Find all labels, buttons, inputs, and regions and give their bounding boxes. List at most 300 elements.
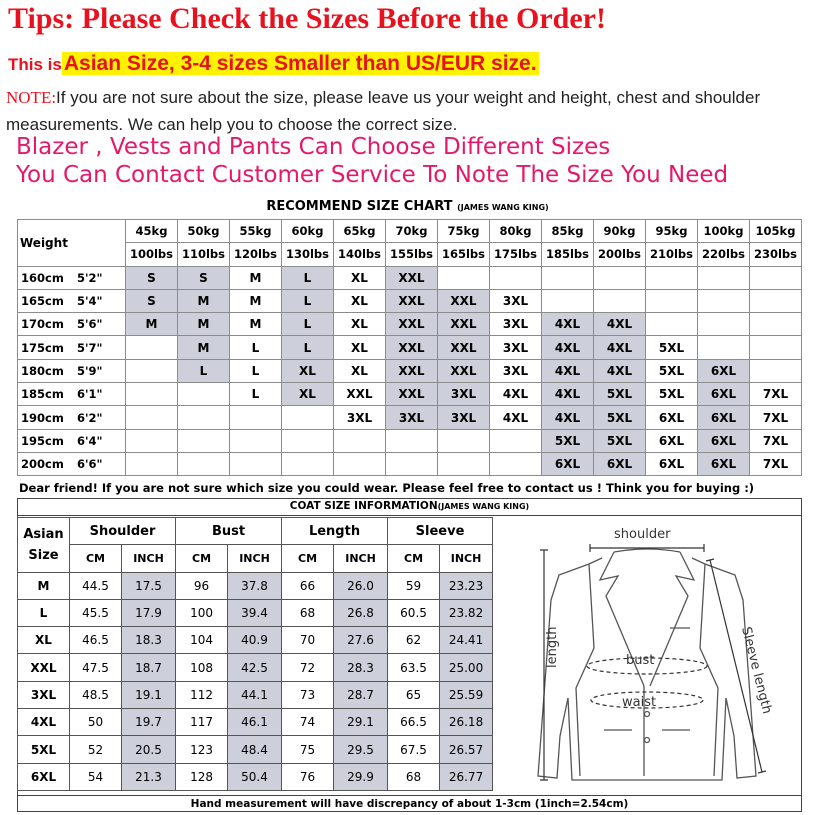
size-cell <box>698 266 750 289</box>
coat-brand: (JAMES WANG KING) <box>437 502 530 511</box>
size-cell: M <box>230 289 282 312</box>
cm-value: 70 <box>282 627 334 654</box>
coat-size-label: XL <box>18 627 70 654</box>
cm-value: 68 <box>282 599 334 626</box>
inch-value: 19.1 <box>122 681 176 708</box>
size-cell: 6XL <box>594 452 646 475</box>
height-cm: 195cm <box>21 433 64 448</box>
inch-value: 37.8 <box>228 572 282 599</box>
table-row <box>18 359 802 382</box>
cm-value: 62 <box>388 627 440 654</box>
right-side-seam <box>700 564 718 776</box>
size-cell: 5XL <box>646 359 698 382</box>
size-cell: XL <box>334 313 386 336</box>
cm-value: 65 <box>388 681 440 708</box>
inch-value: 42.5 <box>228 654 282 681</box>
pink-line-2: You Can Contact Customer Service To Note The Size You Need <box>16 162 729 188</box>
inch-value: 18.3 <box>122 627 176 654</box>
size-cell: 7XL <box>750 452 802 475</box>
size-cell: XXL <box>386 289 438 312</box>
weight-lbs-header: 100lbs <box>126 243 178 266</box>
size-cell: 3XL <box>490 289 542 312</box>
coat-size-label: L <box>18 599 70 626</box>
coat-size-label: 3XL <box>18 681 70 708</box>
size-cell: 6XL <box>698 452 750 475</box>
size-cell: 4XL <box>542 336 594 359</box>
body-outline <box>568 698 726 780</box>
height-label <box>18 266 126 289</box>
size-cell <box>542 266 594 289</box>
size-cell: 5XL <box>542 429 594 452</box>
coat-title-text: COAT SIZE INFORMATION <box>289 500 438 512</box>
size-cell: 4XL <box>542 383 594 406</box>
weight-lbs-header: 130lbs <box>282 243 334 266</box>
note-text: If you are not sure about the size, please leave us your weight and height, chest and shoulder measurements. We can help you to choose the correct size. <box>6 88 761 134</box>
height-ft: 5'4" <box>77 294 103 309</box>
cm-value: 108 <box>176 654 228 681</box>
height-cm: 165cm <box>21 294 64 309</box>
size-cell: XXL <box>386 266 438 289</box>
height-cm: 170cm <box>21 317 64 332</box>
size-cell: XL <box>334 289 386 312</box>
size-cell <box>334 429 386 452</box>
size-cell: M <box>178 289 230 312</box>
waist-label: waist <box>622 695 657 710</box>
height-label <box>18 336 126 359</box>
button-1 <box>645 712 650 717</box>
height-label <box>18 452 126 475</box>
size-cell: 3XL <box>490 313 542 336</box>
size-cell: S <box>178 266 230 289</box>
asian-prefix: This is <box>8 55 62 74</box>
length-label: length <box>545 626 560 668</box>
cm-value: 48.5 <box>70 681 122 708</box>
cm-value: 67.5 <box>388 736 440 763</box>
size-cell: 3XL <box>386 406 438 429</box>
inch-value: 40.9 <box>228 627 282 654</box>
size-cell <box>750 266 802 289</box>
height-ft: 5'6" <box>77 317 103 332</box>
inch-value: 26.77 <box>440 763 493 790</box>
size-cell: M <box>178 336 230 359</box>
size-cell: M <box>178 313 230 336</box>
weight-kg-header: 80kg <box>490 220 542 243</box>
weight-corner-cell: Weight <box>18 220 126 267</box>
size-cell <box>126 452 178 475</box>
size-cell: XXL <box>438 289 490 312</box>
bust-label: bust <box>626 653 655 668</box>
size-cell <box>594 266 646 289</box>
weight-lbs-header: 230lbs <box>750 243 802 266</box>
height-ft: 6'4" <box>77 433 103 448</box>
size-cell: L <box>282 266 334 289</box>
cm-value: 104 <box>176 627 228 654</box>
weight-lbs-header: 185lbs <box>542 243 594 266</box>
inch-value: 23.82 <box>440 599 493 626</box>
height-label <box>18 313 126 336</box>
inch-value: 25.59 <box>440 681 493 708</box>
size-cell <box>178 452 230 475</box>
dear-friend-note: Dear friend! If you are not sure which size you could wear. Please feel free to contact us ! Think you for buying :) <box>19 481 755 495</box>
inch-value: 28.7 <box>334 681 388 708</box>
inch-subheader: INCH <box>228 545 282 572</box>
weight-kg-header: 70kg <box>386 220 438 243</box>
table-row <box>18 452 802 475</box>
coat-info-title <box>17 498 802 516</box>
cm-value: 74 <box>282 709 334 736</box>
size-cell <box>126 336 178 359</box>
size-cell <box>386 429 438 452</box>
cm-value: 96 <box>176 572 228 599</box>
table-row <box>18 709 493 736</box>
asian-size-header <box>18 518 70 573</box>
size-cell <box>698 289 750 312</box>
height-cm: 200cm <box>21 457 64 472</box>
shoulder-label: shoulder <box>614 527 671 542</box>
pink-line-1: Blazer , Vests and Pants Can Choose Different Sizes <box>16 134 611 160</box>
table-row <box>18 599 493 626</box>
table-row <box>18 406 802 429</box>
inch-value: 21.3 <box>122 763 176 790</box>
size-cell: 6XL <box>646 452 698 475</box>
weight-kg-header: 105kg <box>750 220 802 243</box>
size-cell <box>646 289 698 312</box>
height-cm: 185cm <box>21 387 64 402</box>
table-row <box>18 289 802 312</box>
size-cell: XXL <box>438 359 490 382</box>
size-cell <box>282 452 334 475</box>
hand-measurement-note: Hand measurement will have discrepancy of about 1-3cm (1inch=2.54cm) <box>17 795 802 812</box>
size-cell: 6XL <box>646 406 698 429</box>
inch-value: 29.5 <box>334 736 388 763</box>
size-cell <box>126 429 178 452</box>
coat-size-label: 4XL <box>18 709 70 736</box>
inch-value: 19.7 <box>122 709 176 736</box>
recommend-size-table <box>17 219 802 476</box>
size-cell: 4XL <box>594 313 646 336</box>
cm-value: 75 <box>282 736 334 763</box>
size-cell <box>490 452 542 475</box>
inch-value: 26.57 <box>440 736 493 763</box>
table-row <box>18 763 493 790</box>
cm-value: 52 <box>70 736 122 763</box>
cm-value: 73 <box>282 681 334 708</box>
size-cell: 6XL <box>698 383 750 406</box>
size-cell <box>698 313 750 336</box>
weight-kg-header: 75kg <box>438 220 490 243</box>
cm-subheader: CM <box>388 545 440 572</box>
inch-value: 24.41 <box>440 627 493 654</box>
weight-lbs-header: 110lbs <box>178 243 230 266</box>
inch-value: 23.23 <box>440 572 493 599</box>
cm-value: 45.5 <box>70 599 122 626</box>
inch-value: 20.5 <box>122 736 176 763</box>
table-row <box>18 429 802 452</box>
size-cell: L <box>282 336 334 359</box>
size-cell <box>542 289 594 312</box>
table-row <box>18 627 493 654</box>
weight-lbs-header: 210lbs <box>646 243 698 266</box>
cm-value: 54 <box>70 763 122 790</box>
coat-size-label: M <box>18 572 70 599</box>
weight-kg-header: 45kg <box>126 220 178 243</box>
table-row <box>18 266 802 289</box>
size-cell: 7XL <box>750 383 802 406</box>
cm-subheader: CM <box>282 545 334 572</box>
height-ft: 6'2" <box>77 410 103 425</box>
inch-value: 39.4 <box>228 599 282 626</box>
size-cell: 5XL <box>594 429 646 452</box>
size-cell <box>750 336 802 359</box>
size-cell: XXL <box>386 336 438 359</box>
size-cell <box>282 429 334 452</box>
size-cell: 4XL <box>594 359 646 382</box>
size-cell: 5XL <box>646 336 698 359</box>
table-row <box>18 736 493 763</box>
size-cell: 7XL <box>750 406 802 429</box>
size-cell <box>438 429 490 452</box>
inch-value: 17.5 <box>122 572 176 599</box>
cm-value: 72 <box>282 654 334 681</box>
height-label <box>18 289 126 312</box>
recommend-brand: (JAMES WANG KING) <box>457 203 549 212</box>
measure-group-header: Sleeve <box>388 518 493 545</box>
table-row <box>18 654 493 681</box>
size-cell: 6XL <box>698 406 750 429</box>
coat-size-label: 5XL <box>18 736 70 763</box>
size-cell: 4XL <box>490 383 542 406</box>
height-cm: 180cm <box>21 363 64 378</box>
asian-size-label-1: Asian <box>23 526 64 542</box>
weight-kg-header: 50kg <box>178 220 230 243</box>
size-cell <box>178 429 230 452</box>
size-cell: 4XL <box>542 406 594 429</box>
size-cell: L <box>282 313 334 336</box>
weight-kg-header: 95kg <box>646 220 698 243</box>
size-cell: 3XL <box>438 406 490 429</box>
size-cell: 3XL <box>490 359 542 382</box>
jacket-diagram <box>494 518 800 794</box>
button-2 <box>645 738 650 743</box>
height-label <box>18 383 126 406</box>
inch-value: 28.3 <box>334 654 388 681</box>
weight-lbs-header: 120lbs <box>230 243 282 266</box>
tips-heading: Tips: Please Check the Sizes Before the Order! <box>8 2 606 35</box>
asian-size-notice <box>8 52 539 76</box>
cm-value: 123 <box>176 736 228 763</box>
size-cell <box>126 383 178 406</box>
asian-size-label-2: Size <box>28 547 59 563</box>
inch-subheader: INCH <box>122 545 176 572</box>
size-cell: S <box>126 266 178 289</box>
sleeve-length-label: Sleeve length <box>738 625 775 716</box>
cm-subheader: CM <box>70 545 122 572</box>
size-cell: M <box>230 313 282 336</box>
size-cell <box>750 289 802 312</box>
height-cm: 160cm <box>21 270 64 285</box>
table-row <box>18 336 802 359</box>
size-cell <box>750 359 802 382</box>
inch-subheader: INCH <box>334 545 388 572</box>
size-cell: XXL <box>438 313 490 336</box>
height-ft: 5'9" <box>77 363 103 378</box>
measure-group-header: Length <box>282 518 388 545</box>
size-cell: 5XL <box>594 383 646 406</box>
height-ft: 6'1" <box>77 387 103 402</box>
size-cell: XL <box>282 359 334 382</box>
size-cell: XXL <box>438 336 490 359</box>
cm-value: 117 <box>176 709 228 736</box>
inch-value: 44.1 <box>228 681 282 708</box>
weight-kg-header: 55kg <box>230 220 282 243</box>
cm-value: 46.5 <box>70 627 122 654</box>
size-cell <box>386 452 438 475</box>
cm-value: 76 <box>282 763 334 790</box>
size-cell: 6XL <box>542 452 594 475</box>
cm-value: 60.5 <box>388 599 440 626</box>
inch-value: 27.6 <box>334 627 388 654</box>
size-cell: 4XL <box>542 359 594 382</box>
size-cell <box>178 383 230 406</box>
size-cell <box>178 406 230 429</box>
inch-value: 26.18 <box>440 709 493 736</box>
size-cell <box>282 406 334 429</box>
size-cell <box>698 336 750 359</box>
size-cell <box>646 266 698 289</box>
size-cell <box>230 429 282 452</box>
weight-lbs-header: 140lbs <box>334 243 386 266</box>
recommend-chart-title <box>0 199 815 214</box>
height-label <box>18 406 126 429</box>
collar-back <box>614 549 680 552</box>
inch-value: 29.9 <box>334 763 388 790</box>
size-cell: 6XL <box>698 359 750 382</box>
left-side-seam <box>576 564 594 776</box>
height-ft: 5'2" <box>77 270 103 285</box>
size-cell: 5XL <box>594 406 646 429</box>
asian-highlight: Asian Size, 3-4 sizes Smaller than US/EUR size. <box>63 52 537 75</box>
size-cell <box>438 452 490 475</box>
right-lapel <box>650 552 694 686</box>
coat-size-table <box>17 517 493 791</box>
cm-value: 66 <box>282 572 334 599</box>
measure-group-header: Shoulder <box>70 518 176 545</box>
size-cell: 4XL <box>542 313 594 336</box>
size-cell: XXL <box>386 359 438 382</box>
height-ft: 6'6" <box>77 457 103 472</box>
height-label <box>18 429 126 452</box>
size-cell <box>230 406 282 429</box>
size-cell <box>750 313 802 336</box>
cm-subheader: CM <box>176 545 228 572</box>
height-ft: 5'7" <box>77 340 103 355</box>
size-cell: L <box>230 336 282 359</box>
size-cell: XL <box>334 336 386 359</box>
size-cell <box>490 266 542 289</box>
size-cell: XL <box>334 359 386 382</box>
cm-value: 50 <box>70 709 122 736</box>
cm-value: 112 <box>176 681 228 708</box>
size-cell <box>126 406 178 429</box>
size-cell: M <box>230 266 282 289</box>
size-cell <box>230 452 282 475</box>
size-cell: L <box>230 359 282 382</box>
note-label: NOTE: <box>6 88 57 107</box>
size-cell: XXL <box>386 313 438 336</box>
inch-value: 50.4 <box>228 763 282 790</box>
weight-lbs-header: 175lbs <box>490 243 542 266</box>
size-cell <box>334 452 386 475</box>
cm-value: 59 <box>388 572 440 599</box>
weight-kg-header: 60kg <box>282 220 334 243</box>
cm-value: 66.5 <box>388 709 440 736</box>
size-cell: M <box>126 313 178 336</box>
cm-value: 100 <box>176 599 228 626</box>
cm-value: 44.5 <box>70 572 122 599</box>
inch-value: 26.8 <box>334 599 388 626</box>
size-cell: 3XL <box>490 336 542 359</box>
size-cell: L <box>282 289 334 312</box>
size-cell: 6XL <box>698 429 750 452</box>
height-cm: 190cm <box>21 410 64 425</box>
weight-kg-header: 90kg <box>594 220 646 243</box>
size-cell: XL <box>334 266 386 289</box>
cm-value: 63.5 <box>388 654 440 681</box>
recommend-title-text: RECOMMEND SIZE CHART <box>266 199 453 214</box>
height-label <box>18 359 126 382</box>
cm-value: 68 <box>388 763 440 790</box>
inch-value: 48.4 <box>228 736 282 763</box>
size-cell: XL <box>282 383 334 406</box>
size-cell: 4XL <box>490 406 542 429</box>
weight-kg-header: 85kg <box>542 220 594 243</box>
inch-value: 25.00 <box>440 654 493 681</box>
size-cell: 4XL <box>594 336 646 359</box>
size-cell: L <box>230 383 282 406</box>
inch-value: 26.0 <box>334 572 388 599</box>
size-cell: S <box>126 289 178 312</box>
inch-value: 29.1 <box>334 709 388 736</box>
size-cell <box>438 266 490 289</box>
note-paragraph <box>6 84 812 138</box>
weight-lbs-header: 155lbs <box>386 243 438 266</box>
size-cell <box>646 313 698 336</box>
size-cell: 7XL <box>750 429 802 452</box>
cm-value: 47.5 <box>70 654 122 681</box>
inch-value: 18.7 <box>122 654 176 681</box>
coat-size-label: 6XL <box>18 763 70 790</box>
inch-value: 17.9 <box>122 599 176 626</box>
weight-lbs-header: 200lbs <box>594 243 646 266</box>
weight-lbs-header: 220lbs <box>698 243 750 266</box>
size-cell: 6XL <box>646 429 698 452</box>
size-cell: 3XL <box>438 383 490 406</box>
table-row <box>18 313 802 336</box>
inch-value: 46.1 <box>228 709 282 736</box>
coat-size-label: XXL <box>18 654 70 681</box>
size-cell: XXL <box>386 383 438 406</box>
table-row <box>18 681 493 708</box>
table-row <box>18 572 493 599</box>
size-cell: XXL <box>334 383 386 406</box>
size-cell <box>490 429 542 452</box>
table-row <box>18 383 802 406</box>
cm-value: 128 <box>176 763 228 790</box>
weight-kg-header: 100kg <box>698 220 750 243</box>
height-cm: 175cm <box>21 340 64 355</box>
size-cell <box>594 289 646 312</box>
weight-lbs-header: 165lbs <box>438 243 490 266</box>
